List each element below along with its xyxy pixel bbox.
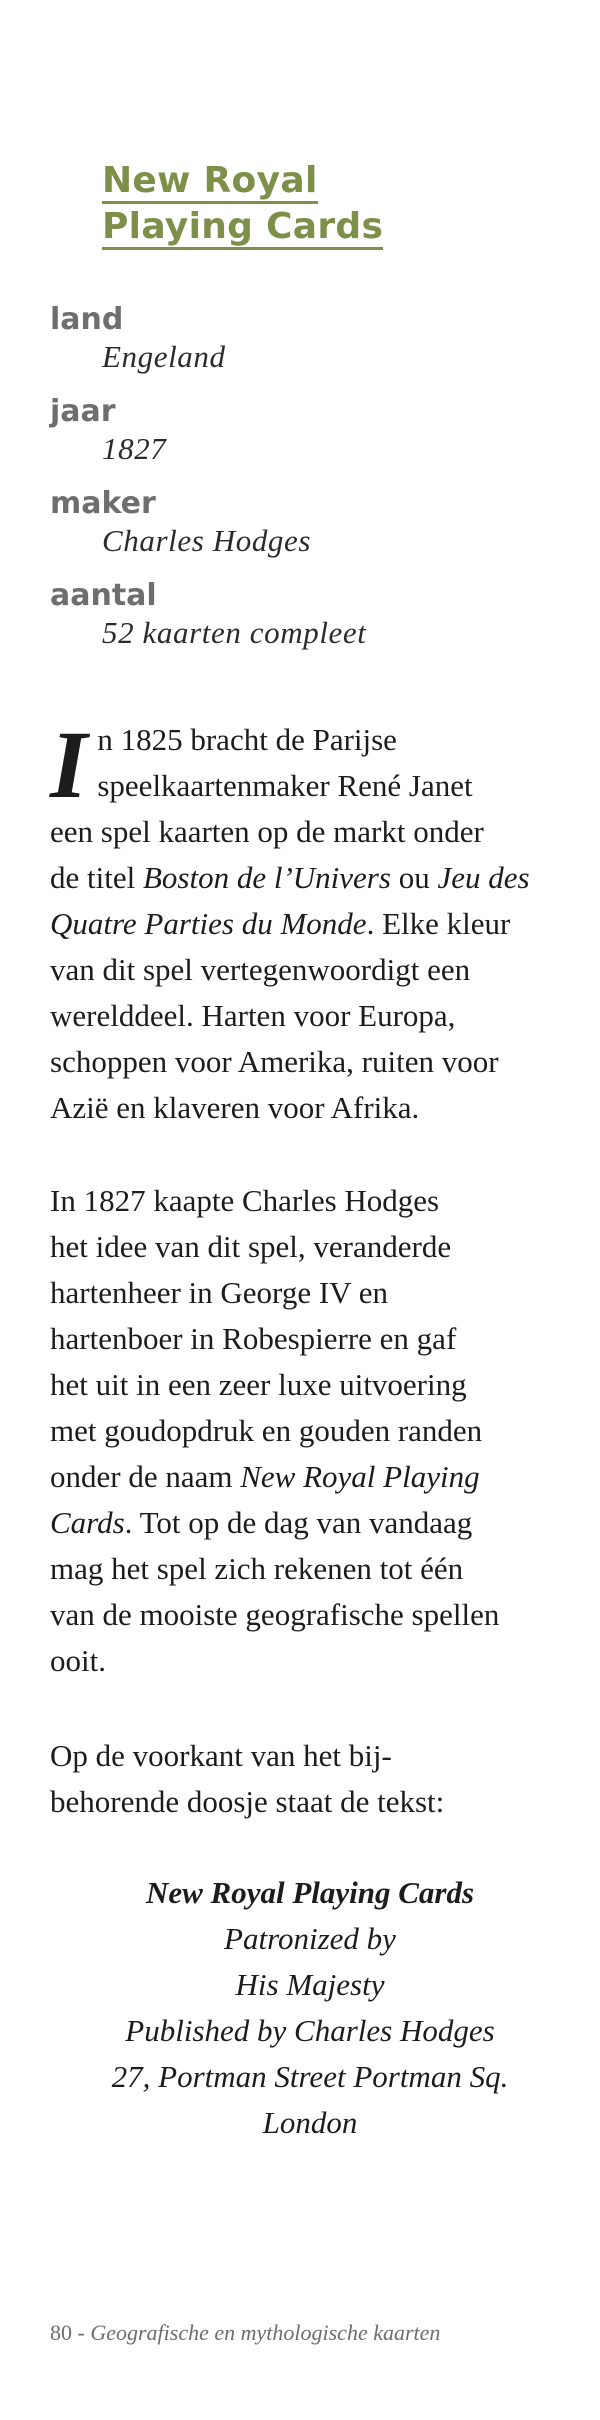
title-line-1: New Royal xyxy=(102,161,318,204)
text-line: met goudopdruk en gouden randen xyxy=(50,1413,483,1448)
text-line: het idee van dit spel, veranderde xyxy=(50,1229,452,1264)
text-line: hartenboer in Robespierre en gaf xyxy=(50,1321,457,1356)
section-title: Geografische en mythologische kaarten xyxy=(90,2320,441,2345)
meta-item-aantal xyxy=(50,578,570,670)
text-line: van dit spel vertegenwoordigt een xyxy=(50,952,471,987)
text-line: Op de voorkant van het bij- xyxy=(50,1738,392,1773)
text-line xyxy=(50,855,570,901)
page-footer xyxy=(50,2320,440,2346)
drop-cap: I xyxy=(50,711,88,818)
quote-line: London xyxy=(262,2105,358,2140)
text-line xyxy=(50,1454,570,1500)
text-line: n 1825 bracht de Parijse xyxy=(97,722,397,757)
paragraph-box-text-intro xyxy=(50,1733,570,1825)
article-title xyxy=(102,158,402,250)
text-line: schoppen voor Amerika, ruiten voor xyxy=(50,1044,499,1079)
paragraph-intro xyxy=(50,711,570,1131)
text-line: van de mooiste geografische spellen xyxy=(50,1597,500,1632)
text-line: behorende doosje staat de tekst: xyxy=(50,1784,445,1819)
text-span: . Tot op de dag van vandaag xyxy=(124,1505,473,1540)
italic-title: Quatre Parties du Monde xyxy=(50,906,367,941)
meta-label: land xyxy=(50,302,124,337)
meta-value: Engeland xyxy=(102,339,226,374)
meta-value: 1827 xyxy=(102,431,167,466)
text-line: mag het spel zich rekenen tot één xyxy=(50,1551,464,1586)
text-line: het uit in een zeer luxe uitvoering xyxy=(50,1367,467,1402)
text-line xyxy=(50,901,570,947)
meta-label: jaar xyxy=(50,394,116,429)
text-line: In 1827 kaapte Charles Hodges xyxy=(50,1183,440,1218)
meta-label: aantal xyxy=(50,578,157,613)
text-line xyxy=(50,1500,570,1546)
meta-value: 52 kaarten compleet xyxy=(102,615,367,650)
text-line: Azië en klaveren voor Afrika. xyxy=(50,1090,420,1125)
italic-title: New Royal Playing xyxy=(240,1459,480,1494)
italic-title: Boston de l’Univers xyxy=(142,860,391,895)
text-line: speelkaartenmaker René Janet xyxy=(97,768,473,803)
quote-line: 27, Portman Street Portman Sq. xyxy=(111,2059,509,2094)
metadata-list xyxy=(50,302,570,670)
meta-item-maker xyxy=(50,486,570,578)
text-span: de titel xyxy=(50,860,143,895)
page-number: 80 - xyxy=(50,2320,91,2345)
italic-title: Jeu des xyxy=(437,860,530,895)
box-inscription-quote xyxy=(50,1870,570,2146)
quote-line: His Majesty xyxy=(235,1967,385,2002)
text-span: ou xyxy=(390,860,438,895)
text-line: ooit. xyxy=(50,1643,106,1678)
text-span: onder de naam xyxy=(50,1459,241,1494)
meta-item-land xyxy=(50,302,570,394)
italic-title: Cards xyxy=(50,1505,125,1540)
quote-title: New Royal Playing Cards xyxy=(145,1875,475,1910)
quote-line: Published by Charles Hodges xyxy=(125,2013,495,2048)
text-line: een spel kaarten op de markt onder xyxy=(50,814,484,849)
text-span: . Elke kleur xyxy=(366,906,511,941)
title-line-2: Playing Cards xyxy=(102,207,383,250)
meta-label: maker xyxy=(50,486,156,521)
paragraph-history xyxy=(50,1178,570,1684)
quote-line: Patronized by xyxy=(224,1921,396,1956)
meta-item-jaar xyxy=(50,394,570,486)
text-line: werelddeel. Harten voor Europa, xyxy=(50,998,456,1033)
meta-value: Charles Hodges xyxy=(102,523,312,558)
text-line: hartenheer in George IV en xyxy=(50,1275,388,1310)
